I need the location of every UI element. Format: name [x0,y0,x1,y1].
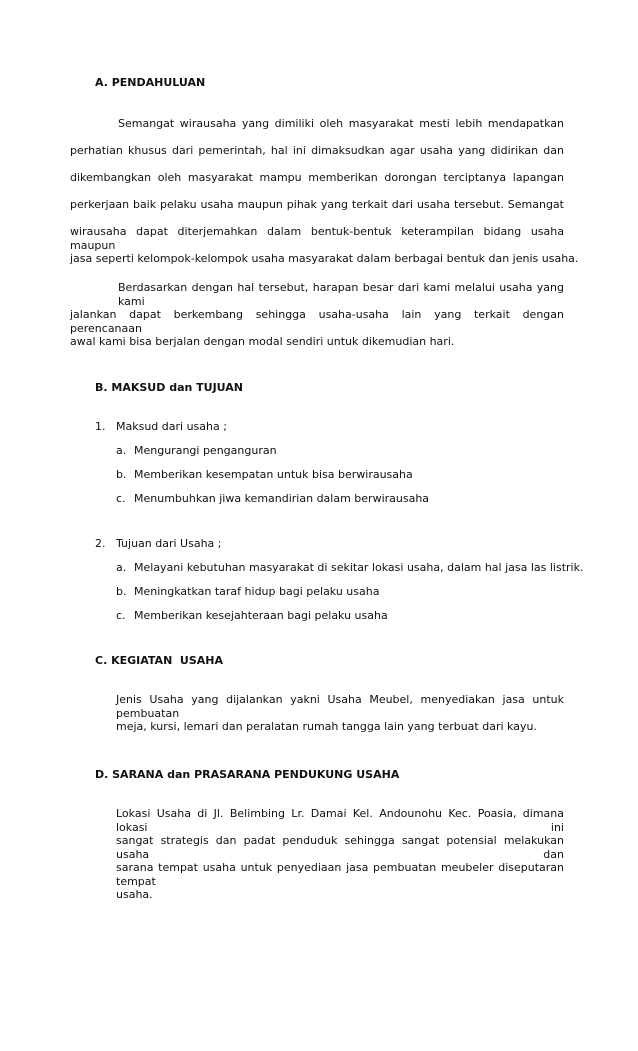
paragraph-line: Jenis Usaha yang dijalankan yakni Usaha Meubel, menyediakan jasa untuk pembuatan [116,693,564,720]
list-letter: c. [116,492,126,505]
paragraph-line: perhatian khusus dari pemerintah, hal ini dimaksudkan agar usaha yang didirikan dan [70,144,564,157]
list-letter: b. [116,585,127,598]
paragraph-line: dikembangkan oleh masyarakat mampu memberikan dorongan terciptanya lapangan [70,171,564,184]
paragraph-line: sangat strategis dan padat penduduk sehingga sangat potensial melakukan usaha dan [116,834,564,861]
paragraph-line: jasa seperti kelompok-kelompok usaha masyarakat dalam berbagai bentuk dan jenis usaha. [70,252,579,265]
list-number: 2. [95,537,106,550]
section-d-heading: D. SARANA dan PRASARANA PENDUKUNG USAHA [95,768,400,781]
list-item: Meningkatkan taraf hidup bagi pelaku usaha [134,585,380,598]
list-item: Melayani kebutuhan masyarakat di sekitar lokasi usaha, dalam hal jasa las listrik. [134,561,584,574]
list-item: Memberikan kesempatan untuk bisa berwirausaha [134,468,413,481]
section-b-heading: B. MAKSUD dan TUJUAN [95,381,243,394]
paragraph-line: awal kami bisa berjalan dengan modal sendiri untuk dikemudian hari. [70,335,455,348]
paragraph-line: wirausaha dapat diterjemahkan dalam bentuk-bentuk keterampilan bidang usaha maupun [70,225,564,252]
paragraph-line: Lokasi Usaha di Jl. Belimbing Lr. Damai Kel. Andounohu Kec. Poasia, dimana lokasi ini [116,807,564,834]
paragraph-line: Berdasarkan dengan hal tersebut, harapan besar dari kami melalui usaha yang kami [118,281,564,308]
paragraph-line: perkerjaan baik pelaku usaha maupun pihak yang terkait dari usaha tersebut. Semangat [70,198,564,211]
list-letter: a. [116,561,127,574]
paragraph-line: usaha. [116,888,153,901]
list-letter: b. [116,468,127,481]
list-title: Tujuan dari Usaha ; [116,537,222,550]
paragraph-line: meja, kursi, lemari dan peralatan rumah tangga lain yang terbuat dari kayu. [116,720,537,733]
paragraph-line: sarana tempat usaha untuk penyediaan jasa pembuatan meubeler diseputaran tempat [116,861,564,888]
list-number: 1. [95,420,106,433]
list-letter: a. [116,444,127,457]
list-item: Memberikan kesejahteraan bagi pelaku usaha [134,609,388,622]
list-letter: c. [116,609,126,622]
list-item: Menumbuhkan jiwa kemandirian dalam berwirausaha [134,492,430,505]
list-item: Mengurangi penganguran [134,444,277,457]
section-c-heading: C. KEGIATAN USAHA [95,654,224,667]
section-a-heading: A. PENDAHULUAN [95,76,206,89]
list-title: Maksud dari usaha ; [116,420,227,433]
paragraph-line: Semangat wirausaha yang dimiliki oleh masyarakat mesti lebih mendapatkan [118,117,564,130]
paragraph-line: jalankan dapat berkembang sehingga usaha-usaha lain yang terkait dengan perencanaan [70,308,564,335]
